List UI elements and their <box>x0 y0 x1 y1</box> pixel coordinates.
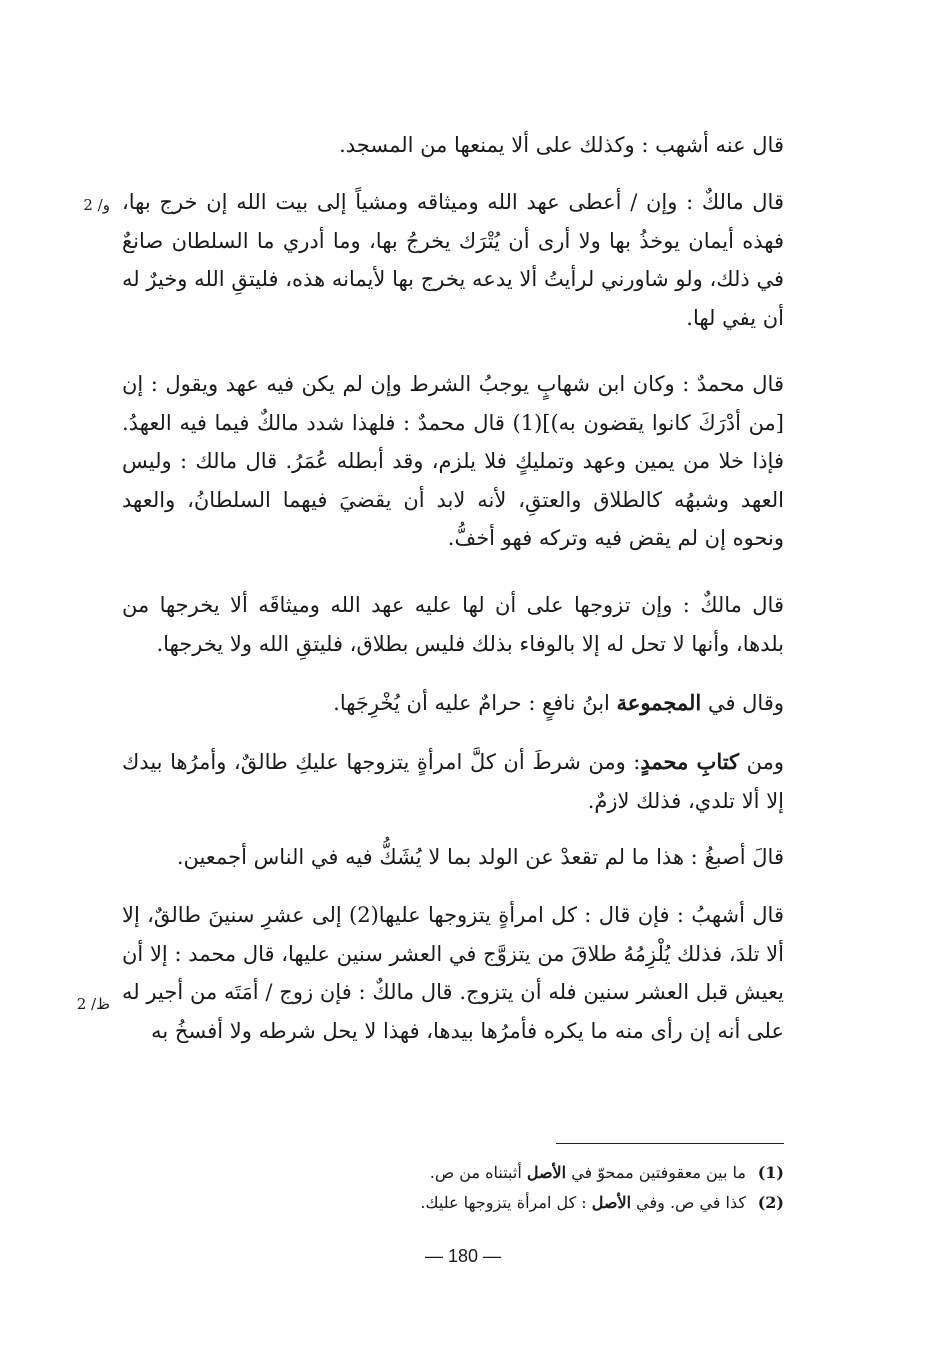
paragraph-4-text: قال مالكٌ : وإن تزوجها على أن لها عليه عهد الله وميثاقَه ألا يخرجها من بلدها، وأنها لا تحل له إلا بالوفاء بذلك فليس بطلاق، فليتقِ الله ولا يخرجها. <box>122 593 784 656</box>
footnote-2-bold: الأصل <box>591 1193 632 1212</box>
paragraph-5 <box>122 684 784 723</box>
paragraph-6-text: : ومن شرطَ أن كلَّ امرأةٍ يتزوجها عليكِ طالقٌ، وأمرُها بيدك إلا ألا تلدي، فذلك لازمٌ. <box>122 750 784 813</box>
footnote-2-number: (2) <box>757 1193 784 1212</box>
footnote-2-prefix: كذا في ص. وفي <box>631 1193 746 1212</box>
footnote-1-bold: الأصل <box>526 1163 567 1182</box>
footnotes <box>250 1158 784 1218</box>
footnote-1-text: أثبتناه من ص. <box>429 1163 527 1182</box>
footnote-1-number: (1) <box>757 1163 784 1182</box>
margin-note-folio-1: 2 /و <box>83 196 110 214</box>
margin-note-folio-2: 2 /ظ <box>76 995 110 1013</box>
page-number: — 180 — <box>424 1246 502 1266</box>
paragraph-5-text: ابنُ نافعٍ : حرامٌ عليه أن يُخْرِجَها. <box>333 691 617 715</box>
paragraph-3-text: قال محمدٌ : وكان ابن شهابٍ يوجبُ الشرط وإن لم يكن فيه عهد ويقول : إن [من أدْرَكَ كانوا يقضون به)](1) قال محمدٌ : فلهذا شدد مالكٌ فيما فيه العهدُ. فإذا خلا من يمين وعهد وتمليكٍ فلا يلزم، وقد أبطله عُمَرُ. قال مالك : وليس العهد وشبهُه كالطلاق والعتقِ، لأنه لابد أن يقضيَ فيهما السلطانُ، والعهد ونحوه إن لم يقض فيه وتركه فهو أخفُّ. <box>122 372 784 550</box>
paragraph-6-prefix: ومن <box>739 750 784 774</box>
paragraph-7-text: قالَ أصبغُ : هذا ما لم تقعدْ عن الولد بما لا يُشَكُّ فيه في الناس أجمعين. <box>176 845 784 869</box>
paragraph-2 <box>122 183 784 337</box>
paragraph-5-bold-title: المجموعة <box>616 690 702 715</box>
footnote-2 <box>250 1188 784 1218</box>
paragraph-2-text: قال مالكٌ : وإن / أعطى عهد الله وميثاقه ومشياً إلى بيت الله إن خرج بها، فهذه أيمان يوخذُ بها ولا أرى أن يُتْرَك يخرجُ بها، وما أدري ما السلطان صانعٌ في ذلك، ولو شاورني لرأيتُ ألا يدعه يخرج بها لأيمانه هذه، فليتقِ الله وخيرٌ له أن يفي لها. <box>122 190 784 330</box>
paragraph-1-text: قال عنه أشهب : وكذلك على ألا يمنعها من المسجد. <box>339 133 784 157</box>
footnote-2-text: : كل امرأة يتزوجها عليك. <box>420 1193 592 1212</box>
paragraph-6 <box>122 743 784 820</box>
footnote-1 <box>250 1158 784 1188</box>
paragraph-3 <box>122 365 784 558</box>
paragraph-7 <box>122 838 784 877</box>
paragraph-5-prefix: وقال في <box>701 691 784 715</box>
footnote-divider <box>556 1143 784 1144</box>
paragraph-4 <box>122 586 784 663</box>
footnote-1-prefix: ما بين معقوفتين ممحوّ في <box>566 1163 746 1182</box>
paragraph-8-text: قال أشهبُ : فإن قال : كل امرأةٍ يتزوجها عليها(2) إلى عشرِ سنينَ طالقٌ، إلا ألا تلدَ، فذلك يُلْزِمُهُ طلاقَ من يتزوَّج في العشر سنين عليها، قال محمد : إلا أن يعيش قبل العشر سنين فله أن يتزوج. قال مالكٌ : فإن زوج / أمَتَه من أجير له على أنه إن رأى منه ما يكره فأمرُها بيدها، فهذا لا يحل شرطه ولا أفسخُ به <box>122 903 784 1043</box>
paragraph-1 <box>122 126 784 165</box>
paragraph-8 <box>122 896 784 1050</box>
paragraph-6-bold-title: كتابِ محمدٍ <box>640 749 740 774</box>
